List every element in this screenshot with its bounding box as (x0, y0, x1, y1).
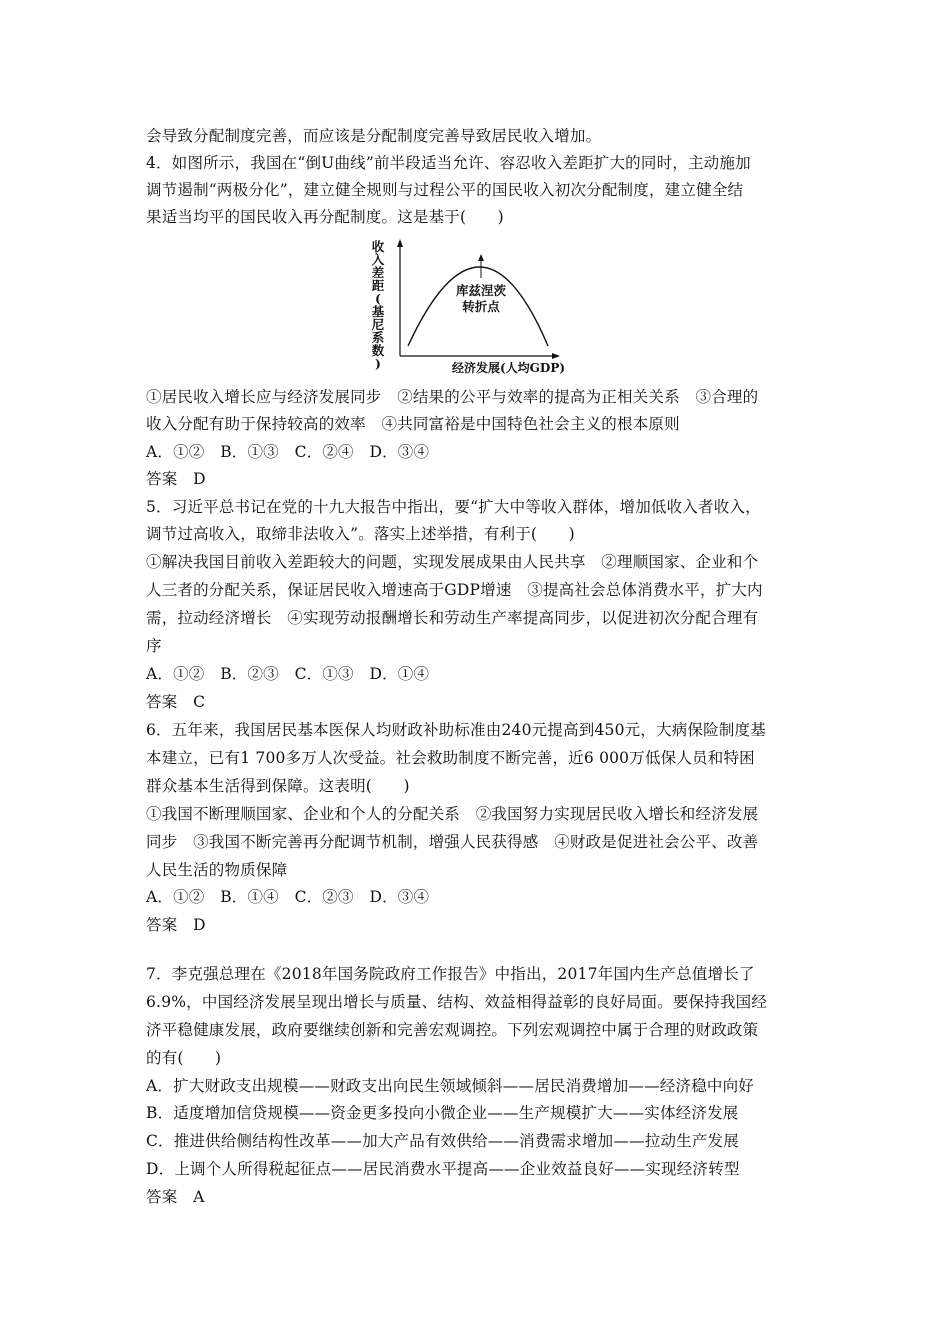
text-line: ①解决我国目前收入差距较大的问题，实现发展成果由人民共享 ②理顺国家、企业和个 (146, 553, 759, 571)
y-axis-label-char: 尼 (371, 317, 385, 332)
text-line: B．适度增加信贷规模——资金更多投向小微企业——生产规模扩大——实体经济发展 (146, 1104, 739, 1122)
peak-pointer-arrow (478, 254, 484, 261)
text-line: 收入分配有助于保持较高的效率 ④共同富裕是中国特色社会主义的根本原则 (146, 415, 680, 433)
y-axis-arrow (397, 239, 403, 247)
text-line: 序 (146, 637, 162, 655)
text-line: 人民生活的物质保障 (146, 861, 288, 879)
text-line: 调节过高收入，取缔非法收入”。落实上述举措，有利于( ) (146, 525, 575, 543)
text-line: ①居民收入增长应与经济发展同步 ②结果的公平与效率的提高为正相关关系 ③合理的 (146, 388, 759, 406)
text-line: 答案 A (146, 1188, 205, 1206)
text-line: 调节遏制“两极分化”，建立健全规则与过程公平的国民收入初次分配制度，建立健全结 (146, 181, 744, 199)
text-line: D．上调个人所得税起征点——居民消费水平提高——企业效益良好——实现经济转型 (146, 1160, 740, 1178)
text-line: A．①② B．②③ C．①③ D．①④ (146, 665, 430, 683)
text-line: 7．李克强总理在《2018年国务院政府工作报告》中指出，2017年国内生产总值增长了 (146, 965, 755, 983)
y-axis-label-char: 数 (371, 343, 385, 358)
y-axis-label-char: 系 (371, 330, 385, 345)
y-axis-label-char: 收 (371, 239, 385, 254)
text-line: A．①② B．①④ C．②③ D．③④ (146, 888, 430, 906)
text-line: C．推进供给侧结构性改革——加大产品有效供给——消费需求增加——拉动生产发展 (146, 1132, 739, 1150)
y-axis-label-char: 基 (371, 304, 385, 319)
text-line: 5．习近平总书记在党的十九大报告中指出，要“扩大中等收入群体，增加低收入者收入， (146, 498, 761, 516)
y-axis-label-char: ( (375, 291, 381, 306)
text-line: A．①② B．①③ C．②④ D．③④ (146, 443, 430, 461)
text-line: 6.9%，中国经济发展呈现出增长与质量、结构、效益相得益彰的良好局面。要保持我国经 (146, 993, 768, 1011)
text-line: 本建立，已有1 700多万人次受益。社会救助制度不断完善，近6 000万低保人员和特困 (146, 749, 755, 767)
text-line: 答案 C (146, 693, 206, 711)
text-line: 的有( ) (146, 1049, 222, 1067)
text-line: A．扩大财政支出规模——财政支出向民生领域倾斜——居民消费增加——经济稳中向好 (146, 1077, 754, 1095)
y-axis-label-char: 入 (371, 252, 385, 267)
peak-label-line-2: 转折点 (462, 299, 500, 314)
peak-label-line-1: 库兹涅茨 (456, 283, 507, 298)
text-line: 会导致分配制度完善，而应该是分配制度完善导致居民收入增加。 (146, 127, 602, 145)
text-line: 4．如图所示，我国在“倒U曲线”前半段适当允许、容忍收入差距扩大的同时，主动施加 (146, 154, 751, 172)
text-line: 答案 D (146, 470, 206, 488)
text-line: 群众基本生活得到保障。这表明( ) (146, 777, 410, 795)
text-line: 人三者的分配关系，保证居民收入增速高于GDP增速 ③提高社会总体消费水平，扩大内 (146, 581, 763, 599)
y-axis-label-char: ) (375, 356, 381, 371)
text-line: 6．五年来，我国居民基本医保人均财政补助标准由240元提高到450元，大病保险制度基 (146, 721, 766, 739)
text-line: 同步 ③我国不断完善再分配调节机制，增强人民获得感 ④财政是促进社会公平、改善 (146, 833, 759, 851)
y-axis-label-char: 差 (371, 265, 385, 280)
text-line: ①我国不断理顺国家、企业和个人的分配关系 ②我国努力实现居民收入增长和经济发展 (146, 805, 759, 823)
text-line: 需，拉动经济增长 ④实现劳动报酬增长和劳动生产率提高同步，以促进初次分配合理有 (146, 609, 759, 627)
y-axis-label-char: 距 (371, 278, 385, 293)
x-axis-label: 经济发展(人均GDP) (452, 361, 566, 375)
inverted-u-curve-figure (370, 238, 566, 380)
text-line: 答案 D (146, 916, 206, 934)
text-line: 济平稳健康发展，政府要继续创新和完善宏观调控。下列宏观调控中属于合理的财政政策 (146, 1021, 759, 1039)
text-line: 果适当均平的国民收入再分配制度。这是基于( ) (146, 208, 504, 226)
peak-label (456, 283, 506, 315)
